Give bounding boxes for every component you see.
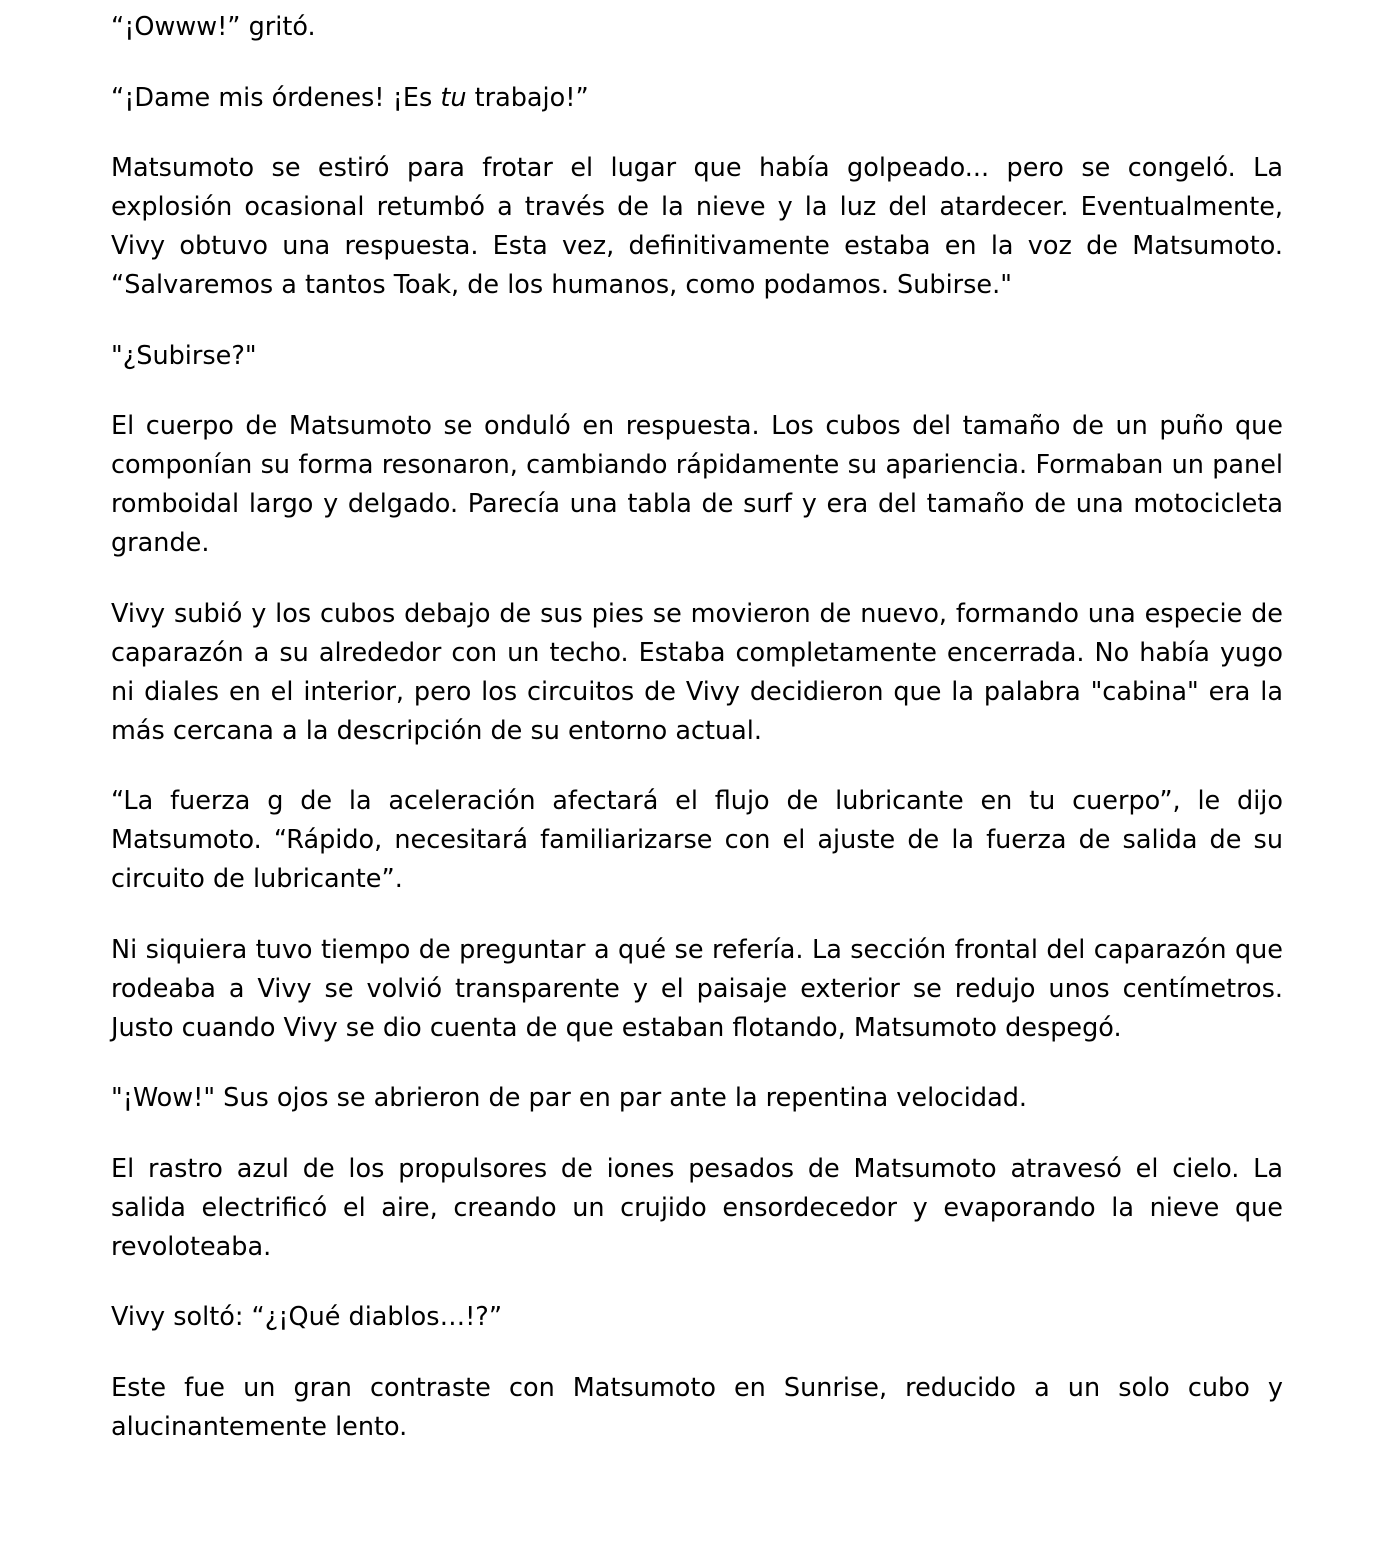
- paragraph-2-emphasis: tu: [440, 82, 467, 113]
- paragraph-6: Vivy subió y los cubos debajo de sus pies se movieron de nuevo, formando una especie de caparazón a su alrededor con un techo. Estaba completamente encerrada. No había yugo ni diales en el interior, pero los circuitos de Vivy decidieron que la palabra "cabina" era la más cercana a la descripción de su entorno actual.: [111, 598, 1283, 746]
- paragraph-11: Vivy soltó: “¿¡Qué diablos…!?”: [111, 1302, 503, 1332]
- paragraph-9: "¡Wow!" Sus ojos se abrieron de par en par ante la repentina velocidad.: [111, 1083, 1027, 1113]
- paragraph-2: [111, 79, 1283, 118]
- paragraph-5: El cuerpo de Matsumoto se onduló en respuesta. Los cubos del tamaño de un puño que componían su forma resonaron, cambiando rápidamente su apariencia. Formaban un panel romboidal largo y delgado. Parecía una tabla de surf y era del tamaño de una motocicleta grande.: [111, 411, 1283, 558]
- paragraph-8: Ni siquiera tuvo tiempo de preguntar a qué se refería. La sección frontal del caparazón que rodeaba a Vivy se volvió transparente y el paisaje exterior se redujo unos centímetros. Justo cuando Vivy se dio cuenta de que estaban flotando, Matsumoto despegó.: [111, 934, 1283, 1043]
- document-page: [111, 0, 1283, 1478]
- paragraph-4: "¿Subirse?": [111, 340, 257, 371]
- paragraph-3: Matsumoto se estiró para frotar el lugar que había golpeado... pero se congeló. La explosión ocasional retumbó a través de la nieve y la luz del atardecer. Eventualmente, Vivy obtuvo una respuesta. Esta vez, definitivamente estaba en la voz de Matsumoto. “Salvaremos a tantos Toak, de los humanos, como podamos. Subirse.": [111, 153, 1283, 300]
- paragraph-2-end: trabajo!”: [466, 82, 589, 113]
- paragraph-12: Este fue un gran contraste con Matsumoto en Sunrise, reducido a un solo cubo y alucinantemente lento.: [111, 1372, 1283, 1442]
- paragraph-1: “¡Owww!” gritó.: [111, 12, 316, 42]
- paragraph-10: El rastro azul de los propulsores de iones pesados de Matsumoto atravesó el cielo. La salida electrificó el aire, creando un crujido ensordecedor y evaporando la nieve que revoloteaba.: [111, 1153, 1283, 1262]
- paragraph-7: “La fuerza g de la aceleración afectará el flujo de lubricante en tu cuerpo”, le dijo Matsumoto. “Rápido, necesitará familiarizarse con el ajuste de la fuerza de salida de su circuito de lubricante”.: [111, 786, 1283, 894]
- paragraph-2-start: “¡Dame mis órdenes! ¡Es: [111, 82, 441, 113]
